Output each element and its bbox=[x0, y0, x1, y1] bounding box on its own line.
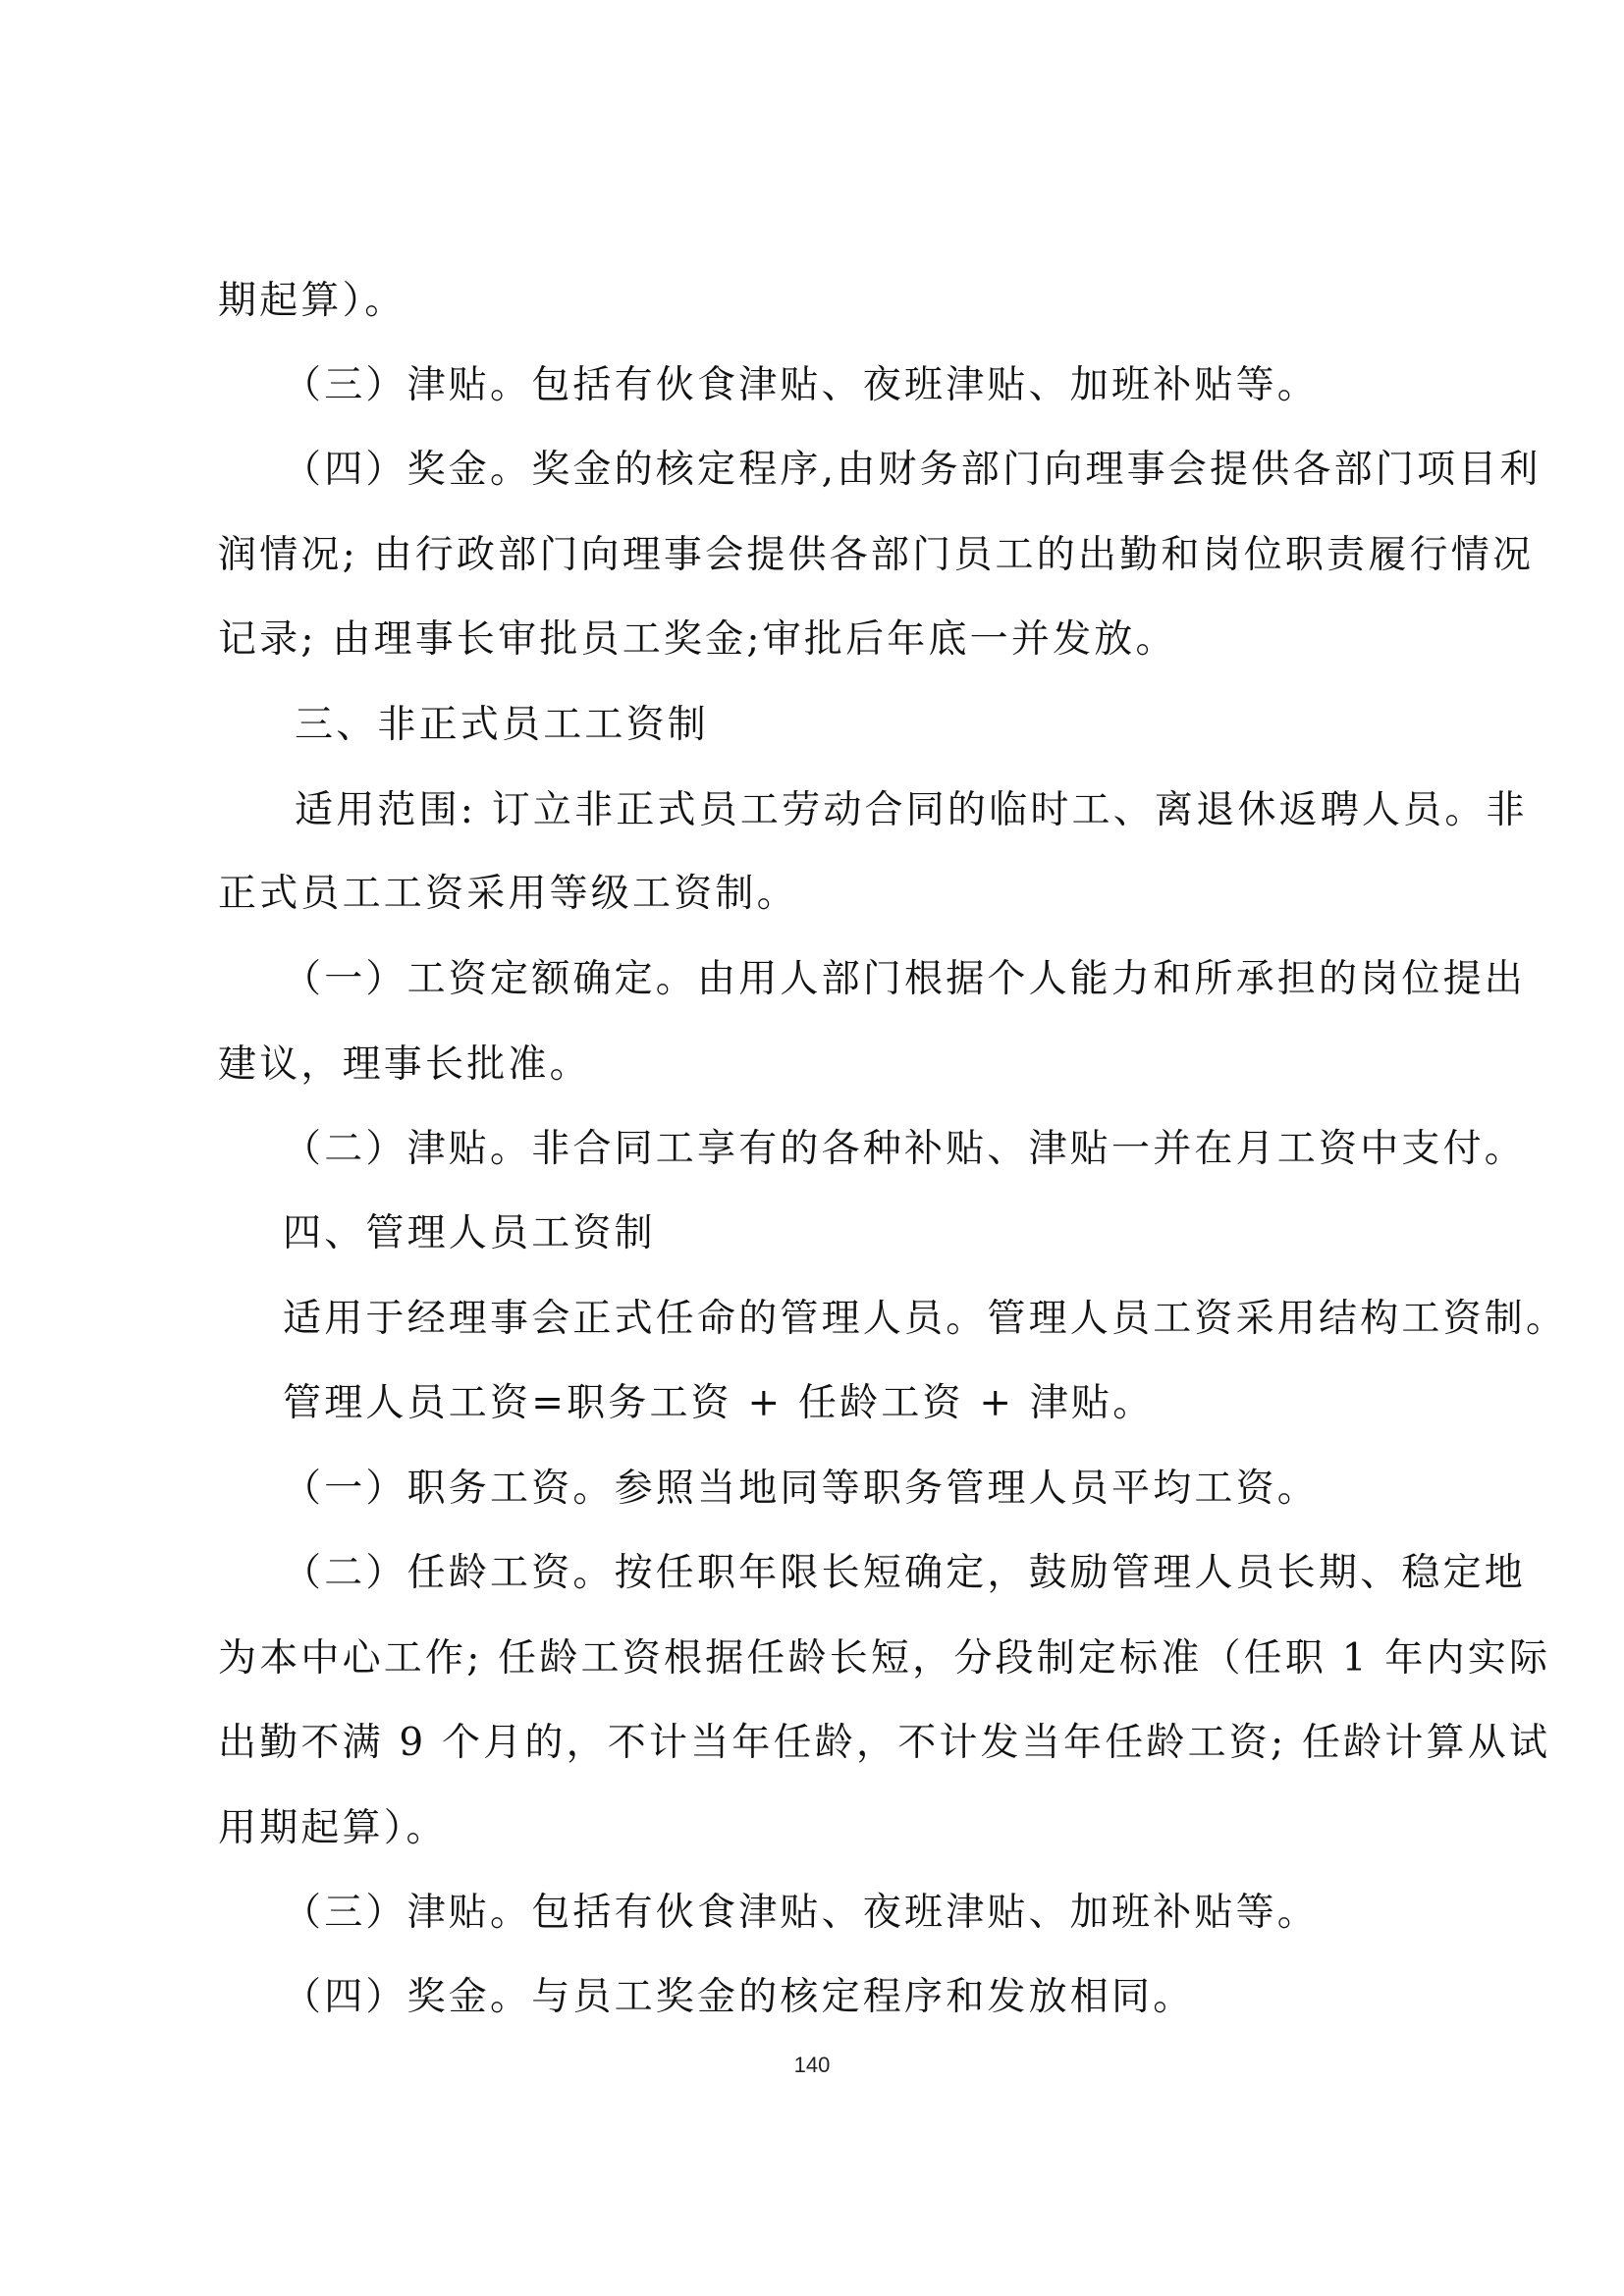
text-line: 记录; 由理事长审批员工奖金;审批后年底一并发放。 bbox=[218, 617, 1177, 662]
text-line: 出勤不满 9 个月的，不计当年任龄，不计发当年任龄工资; 任龄计算从试 bbox=[218, 1721, 1551, 1765]
text-line: （一）工资定额确定。由用人部门根据个人能力和所承担的岗位提出 bbox=[283, 957, 1527, 1001]
text-line: 用期起算）。 bbox=[218, 1806, 448, 1850]
text-line: （四）奖金。与员工奖金的核定程序和发放相同。 bbox=[283, 1975, 1195, 2019]
text-line: 适用于经理事会正式任命的管理人员。管理人员工资采用结构工资制。 bbox=[283, 1297, 1568, 1341]
text-line: 正式员工工资采用等级工资制。 bbox=[218, 872, 798, 916]
text-line: （二）津贴。非合同工享有的各种补贴、津贴一并在月工资中支付。 bbox=[283, 1127, 1527, 1171]
text-line: （一）职务工资。参照当地同等职务管理人员平均工资。 bbox=[283, 1467, 1320, 1511]
text-line: （三）津贴。包括有伙食津贴、夜班津贴、加班补贴等。 bbox=[283, 1891, 1320, 1935]
text-line: 建议，理事长批准。 bbox=[218, 1042, 591, 1087]
text-line: 管理人员工资=职务工资 + 任龄工资 + 津贴。 bbox=[283, 1381, 1155, 1425]
section-heading: 三、非正式员工工资制 bbox=[295, 703, 710, 747]
page-number: 140 bbox=[793, 2053, 831, 2077]
section-heading: 四、管理人员工资制 bbox=[283, 1211, 656, 1255]
text-line: （二）任龄工资。按任职年限长短确定，鼓励管理人员长期、稳定地 bbox=[283, 1551, 1527, 1595]
text-line: （三）津贴。包括有伙食津贴、夜班津贴、加班补贴等。 bbox=[283, 363, 1320, 407]
text-line: 适用范围: 订立非正式员工劳动合同的临时工、离退休返聘人员。非 bbox=[295, 788, 1528, 832]
text-line: 为本中心工作; 任龄工资根据任龄长短，分段制定标准（任职 1 年内实际 bbox=[218, 1636, 1551, 1681]
text-line: 期起算）。 bbox=[218, 279, 406, 323]
text-line: （四）奖金。奖金的核定程序,由财务部门向理事会提供各部门项目利 bbox=[283, 448, 1542, 492]
text-line: 润情况; 由行政部门向理事会提供各部门员工的出勤和岗位职责履行情况 bbox=[218, 533, 1535, 577]
